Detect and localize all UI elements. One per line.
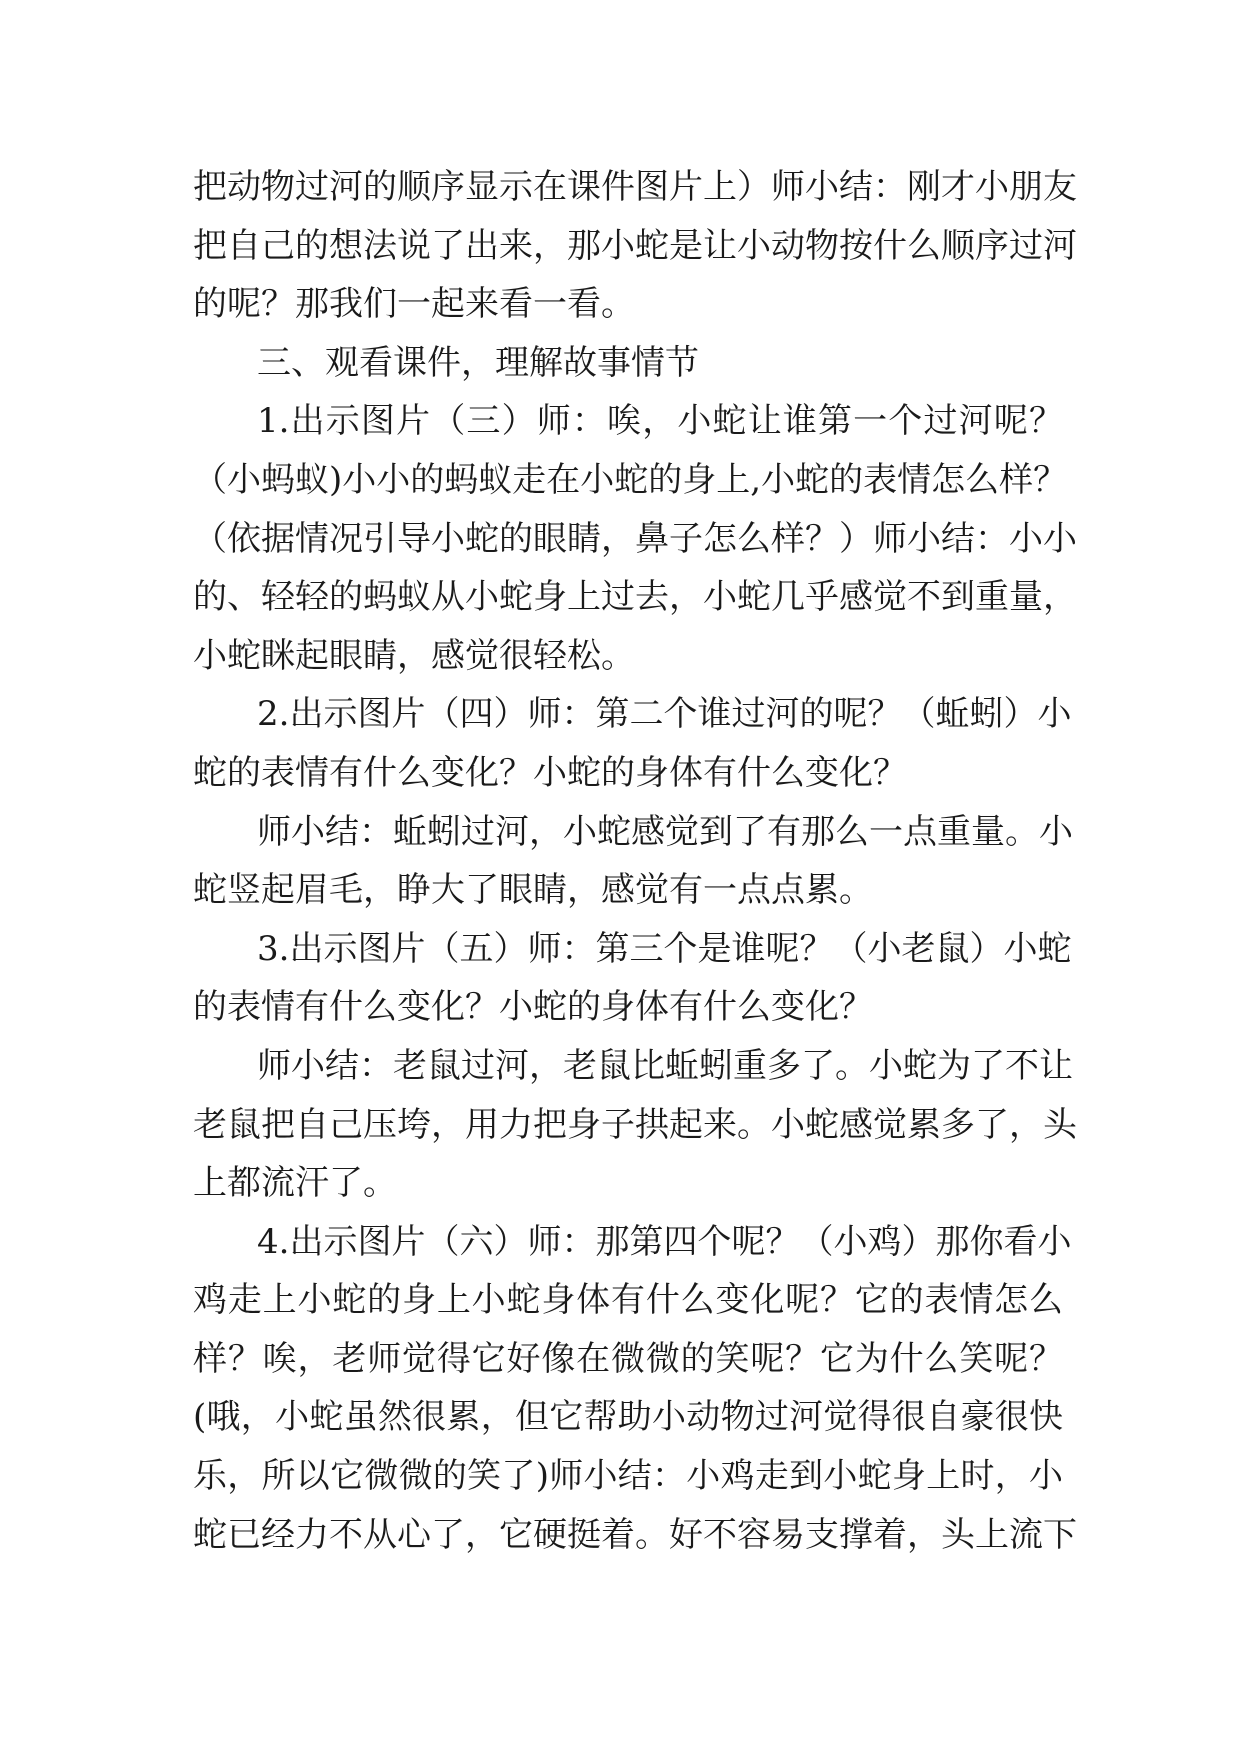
text-line: (哦，小蛇虽然很累，但它帮助小动物过河觉得很自豪很快 bbox=[193, 1397, 1063, 1438]
text-line: 鸡走上小蛇的身上小蛇身体有什么变化呢？它的表情怎么 bbox=[193, 1280, 1063, 1321]
text-line: 老鼠把自己压垮，用力把身子拱起来。小蛇感觉累多了，头 bbox=[193, 1104, 1077, 1145]
text-line: 把动物过河的顺序显示在课件图片上）师小结：刚才小朋友 bbox=[193, 167, 1077, 207]
text-line: 把自己的想法说了出来，那小蛇是让小动物按什么顺序过河 bbox=[193, 225, 1077, 266]
text-line: 蛇竖起眉毛，睁大了眼睛，感觉有一点点累。 bbox=[193, 870, 873, 911]
text-line: 师小结：老鼠过河，老鼠比蚯蚓重多了。小蛇为了不让 bbox=[257, 1045, 1073, 1086]
text-line: 1.出示图片（三）师：唉，小蛇让谁第一个过河呢？ bbox=[257, 401, 1063, 442]
text-line: 3.出示图片（五）师：第三个是谁呢？（小老鼠）小蛇 bbox=[257, 928, 1072, 969]
text-line: 的呢？那我们一起来看一看。 bbox=[193, 284, 635, 325]
text-line: 2.出示图片（四）师：第二个谁过河的呢？（蚯蚓）小 bbox=[257, 694, 1072, 735]
text-line: 蛇已经力不从心了，它硬挺着。好不容易支撑着，头上流下 bbox=[193, 1514, 1077, 1555]
section-heading: 三、观看课件，理解故事情节 bbox=[257, 342, 699, 383]
text-line: 上都流汗了。 bbox=[193, 1163, 397, 1204]
text-line: （依据情况引导小蛇的眼睛，鼻子怎么样？）师小结：小小 bbox=[193, 518, 1077, 559]
text-line: 小蛇眯起眼睛，感觉很轻松。 bbox=[193, 635, 635, 676]
text-line: （小蚂蚁)小小的蚂蚁走在小蛇的身上,小蛇的表情怎么样？ bbox=[193, 459, 1068, 500]
text-line: 的、轻轻的蚂蚁从小蛇身上过去，小蛇几乎感觉不到重量， bbox=[193, 577, 1077, 618]
text-line: 样？唉，老师觉得它好像在微微的笑呢？它为什么笑呢？ bbox=[193, 1338, 1063, 1379]
text-line: 师小结：蚯蚓过河，小蛇感觉到了有那么一点重量。小 bbox=[257, 811, 1073, 852]
text-line: 的表情有什么变化？小蛇的身体有什么变化？ bbox=[193, 987, 873, 1028]
document-body bbox=[193, 158, 1077, 1564]
text-line: 4.出示图片（六）师：那第四个呢？（小鸡）那你看小 bbox=[257, 1221, 1072, 1262]
text-line: 乐，所以它微微的笑了)师小结：小鸡走到小蛇身上时，小 bbox=[193, 1456, 1063, 1497]
text-line: 蛇的表情有什么变化？小蛇的身体有什么变化？ bbox=[193, 752, 907, 793]
